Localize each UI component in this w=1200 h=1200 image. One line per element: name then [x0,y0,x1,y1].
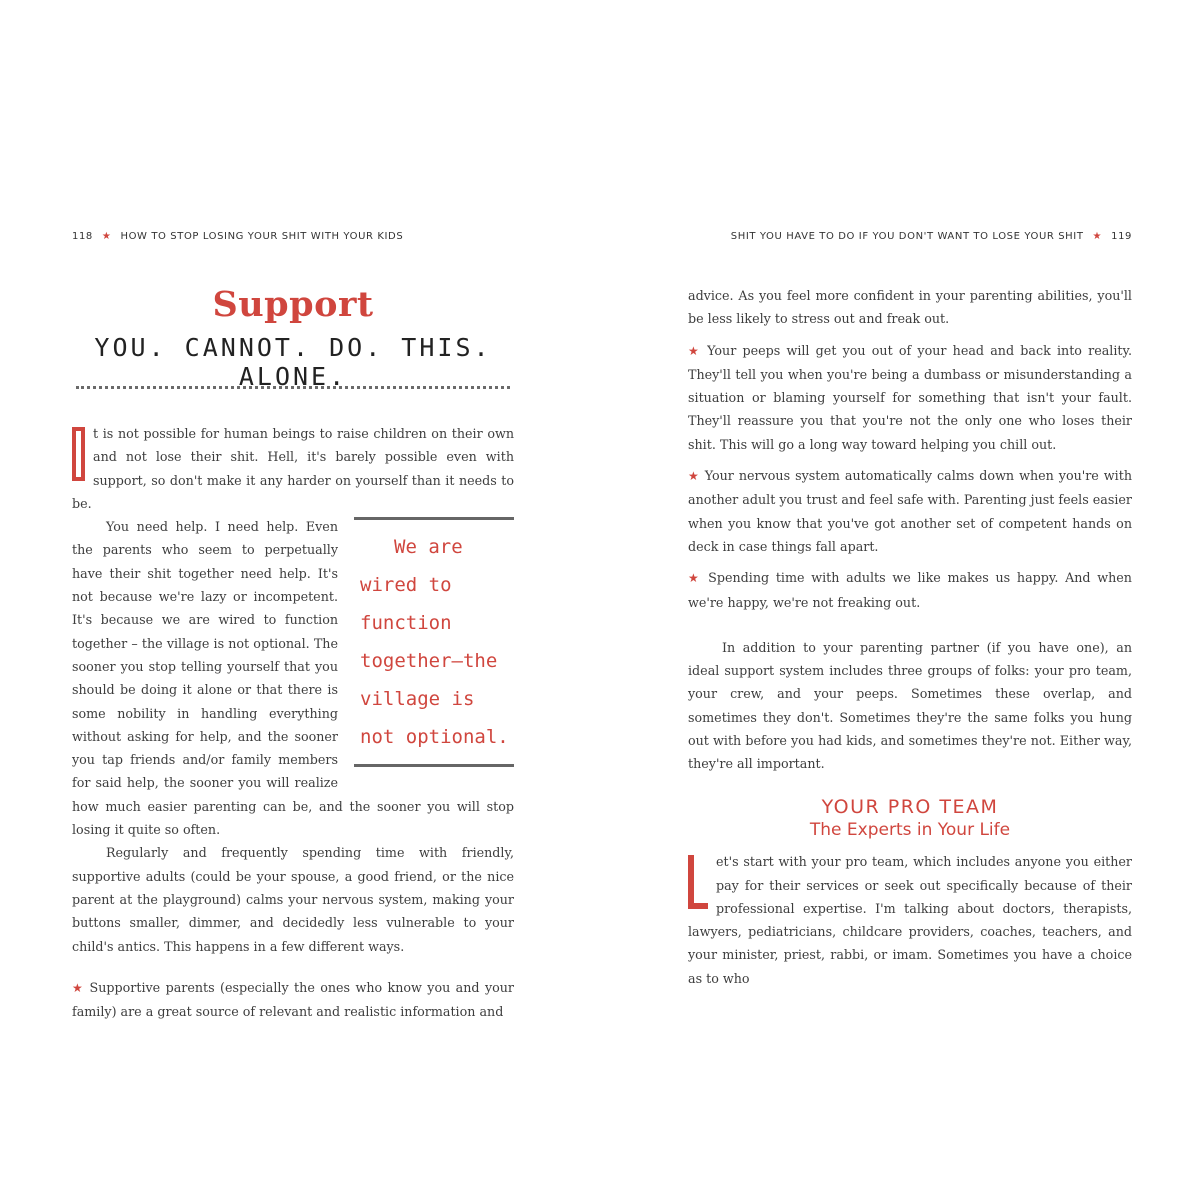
bullet-item [72,976,514,1024]
bullet-item [688,464,1132,558]
running-head-star-icon: ★ [101,231,112,242]
bullet-star-icon: ★ [688,571,702,586]
paragraph-2-text: You need help. I need help. Even the parents who seem to perpetually have their shit together need help. It's not because we're lazy or incompetent. It's because we are wired to function together – the village is not optional. The sooner you stop telling yourself that you should be doing it alone or that there is some nobility in handling everything without asking for help, and the sooner you tap friends and/or family members for said help, the sooner you will realize how much easier parenting can be, and the sooner you will stop losing it quite so often. [72,519,514,838]
continued-paragraph: advice. As you feel more confident in your parenting abilities, you'll be less likely to stress out and freak out. [688,288,1132,327]
drop-cap-l [688,855,708,909]
pullquote [354,517,514,767]
left-running-head [72,231,403,242]
bullet-3-text: Your nervous system automatically calms down when you're with another adult you trust and feel safe with. Parenting just feels easier when you know that you've got another set of competent hands on deck in case things fall apart. [688,468,1132,554]
pullquote-text: We are wired to function together—the village is not optional. [360,536,509,749]
bullet-star-icon: ★ [72,980,85,995]
bullet-1-text: Supportive parents (especially the ones who know you and your family) are a great source of relevant and realistic information and [72,979,514,1020]
right-page-number: 119 [1111,231,1132,242]
bullet-2-text: Your peeps will get you out of your head and back into reality. They'll tell you when you're being a dumbass or misunderstanding a situation or blaming yourself for something that isn't your fault. They'll reassure you that you're not the only one who loses their shit. This will go a long way toward helping you chill out. [688,342,1132,452]
paragraph-4: In addition to your parenting partner (if you have one), an ideal support system includes three groups of folks: your pro team, your crew, and your peeps. Sometimes these overlap, and sometimes they don't. Sometimes they're the same folks you hung out with before you had kids, and sometimes they're not. Either way, they're all important. [688,639,1132,772]
intro-paragraph [72,422,514,515]
paragraph-3: Regularly and frequently spending time with friendly, supportive adults (could be your spouse, a good friend, or the nice parent at the playground) calms your nervous system, making your buttons smaller, dimmer, and decidedly less vulnerable to your child's antics. This happens in a few different ways. [72,845,514,954]
paragraph-2 [72,515,514,841]
bullet-item [688,566,1132,614]
paragraph-5 [688,850,1132,990]
page-title: Support [212,284,374,325]
bullet-star-icon: ★ [688,343,701,358]
bullet-star-icon: ★ [688,469,700,484]
bullet-item [688,339,1132,456]
drop-cap-i [72,427,85,481]
right-running-title: SHIT YOU HAVE TO DO IF YOU DON'T WANT TO LOSE YOUR SHIT [730,231,1084,242]
left-running-title: HOW TO STOP LOSING YOUR SHIT WITH YOUR KIDS [120,231,404,242]
intro-text: t is not possible for human beings to raise children on their own and not lose their shit. Hell, it's barely possible even with support, so don't make it any harder on yourself than it needs to be. [72,426,514,511]
section-heading [688,796,1132,843]
bullet-4-text: Spending time with adults we like makes us happy. And when we're happy, we're not freaking out. [688,570,1132,610]
right-body-text [688,284,1132,990]
left-page-number: 118 [72,231,93,242]
page-subtitle: YOU. CANNOT. DO. THIS. ALONE. [94,333,492,391]
left-body-text [72,422,514,1023]
paragraph-5-text: et's start with your pro team, which includes anyone you either pay for their services or seek out specifically because of their professional expertise. I'm talking about doctors, therapists, lawyers, pediatricians, childcare providers, coaches, teachers, and your minister, priest, rabbi, or imam. Sometimes you have a choice as to who [688,854,1132,986]
right-running-head [731,231,1132,242]
right-page [600,0,1200,1200]
running-head-star-icon: ★ [1092,231,1103,242]
section-title: YOUR PRO TEAM [821,795,999,818]
dotted-divider [76,386,510,389]
section-subtitle: The Experts in Your Life [809,819,1011,840]
